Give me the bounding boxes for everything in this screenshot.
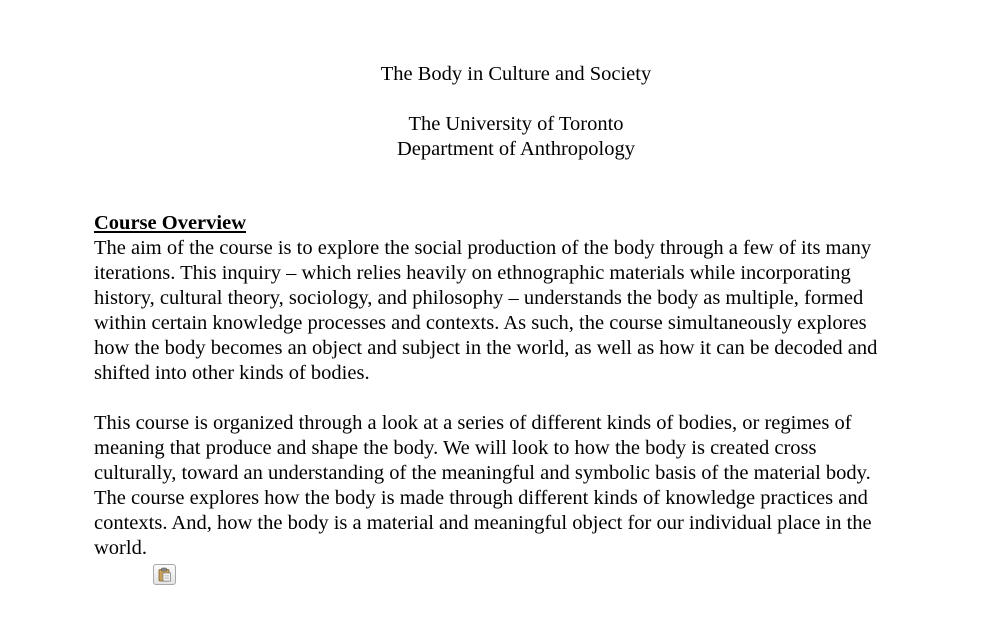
overview-paragraph-2 [94,411,954,561]
institution-line: The University of Toronto [408,113,624,135]
overview-paragraph-1 [94,236,954,386]
paragraph-line: contexts. And, how the body is a material and meaningful object for our individual place in the [94,512,872,534]
paragraph-line: culturally, toward an understanding of the meaningful and symbolic basis of the material body. [94,462,871,484]
paragraph-line: iterations. This inquiry – which relies heavily on ethnographic materials while incorporating [94,262,851,284]
paragraph-line: This course is organized through a look at a series of different kinds of bodies, or regimes of [94,412,852,434]
paragraph-line: history, cultural theory, sociology, and philosophy – understands the body as multiple, formed [94,287,864,309]
paste-options-button[interactable] [153,564,176,585]
document-title: The Body in Culture and Society [380,63,652,85]
paragraph-line: The course explores how the body is made through different kinds of knowledge practices and [94,487,868,509]
paragraph-line: within certain knowledge processes and contexts. As such, the course simultaneously explores [94,312,867,334]
paragraph-line: how the body becomes an object and subject in the world, as well as how it can be decoded and [94,337,878,359]
department-line: Department of Anthropology [397,138,635,160]
section-heading: Course Overview [94,212,246,234]
paragraph-line: world. [94,537,147,559]
paragraph-line: meaning that produce and shape the body. We will look to how the body is created cross [94,437,817,459]
clipboard-icon [157,567,172,582]
paragraph-line: shifted into other kinds of bodies. [94,362,370,384]
paragraph-line: The aim of the course is to explore the social production of the body through a few of its many [94,237,872,259]
